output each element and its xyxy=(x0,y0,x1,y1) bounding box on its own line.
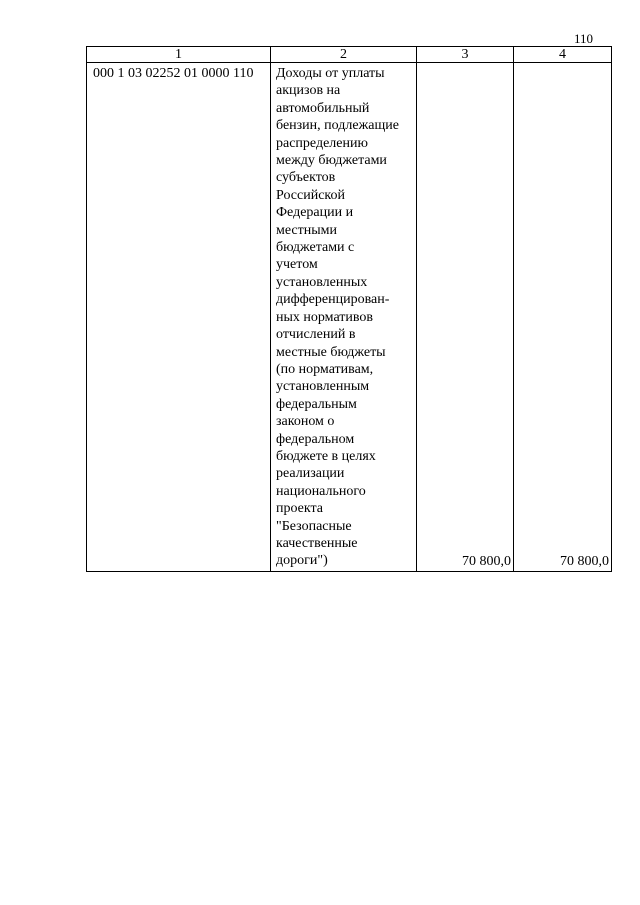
description-line: бензин, подлежащие xyxy=(276,118,399,134)
header-col-1: 1 xyxy=(87,47,271,63)
description-line: качественные xyxy=(276,535,358,551)
header-col-2: 2 xyxy=(271,47,417,63)
table-header-row xyxy=(87,47,612,63)
table-row xyxy=(87,63,612,572)
budget-table xyxy=(86,46,612,572)
amount-col-4: 70 800,0 xyxy=(514,63,612,572)
description-line: бюджете в целях xyxy=(276,448,376,464)
description-line: акцизов на xyxy=(276,83,341,99)
description-line: установленным xyxy=(276,379,370,395)
description-line: местные бюджеты xyxy=(276,344,386,360)
description-line: учетом xyxy=(276,257,318,273)
header-col-3: 3 xyxy=(417,47,514,63)
description-cell xyxy=(271,63,417,572)
header-col-4: 4 xyxy=(514,47,612,63)
description-line: бюджетами с xyxy=(276,240,355,256)
description-line: национального xyxy=(276,483,366,499)
description-line: законом о xyxy=(276,414,335,430)
description-line: федеральным xyxy=(276,396,357,412)
description-line: между бюджетами xyxy=(276,153,387,169)
description-line: Федерации и xyxy=(276,205,354,221)
description-line: дороги") xyxy=(276,553,328,569)
description-line: субъектов xyxy=(276,170,336,186)
description-line: "Безопасные xyxy=(276,518,352,534)
page-number: 110 xyxy=(574,31,594,46)
description-line: ных нормативов xyxy=(276,309,374,325)
description-line: федеральном xyxy=(276,431,355,447)
description-line: дифференцирован- xyxy=(276,292,390,308)
description-line: автомобильный xyxy=(276,100,370,116)
description-line: установленных xyxy=(276,274,368,290)
budget-code-cell: 000 1 03 02252 01 0000 110 xyxy=(87,63,271,572)
description-line: Российской xyxy=(276,187,345,203)
description-line: проекта xyxy=(276,501,323,517)
amount-col-3: 70 800,0 xyxy=(417,63,514,572)
description-line: Доходы от уплаты xyxy=(276,66,385,81)
description-line: распределению xyxy=(276,135,368,151)
description-line: местными xyxy=(276,222,338,238)
description-line: отчислений в xyxy=(276,327,356,343)
description-line: (по нормативам, xyxy=(276,361,374,377)
description-line: реализации xyxy=(276,466,345,482)
